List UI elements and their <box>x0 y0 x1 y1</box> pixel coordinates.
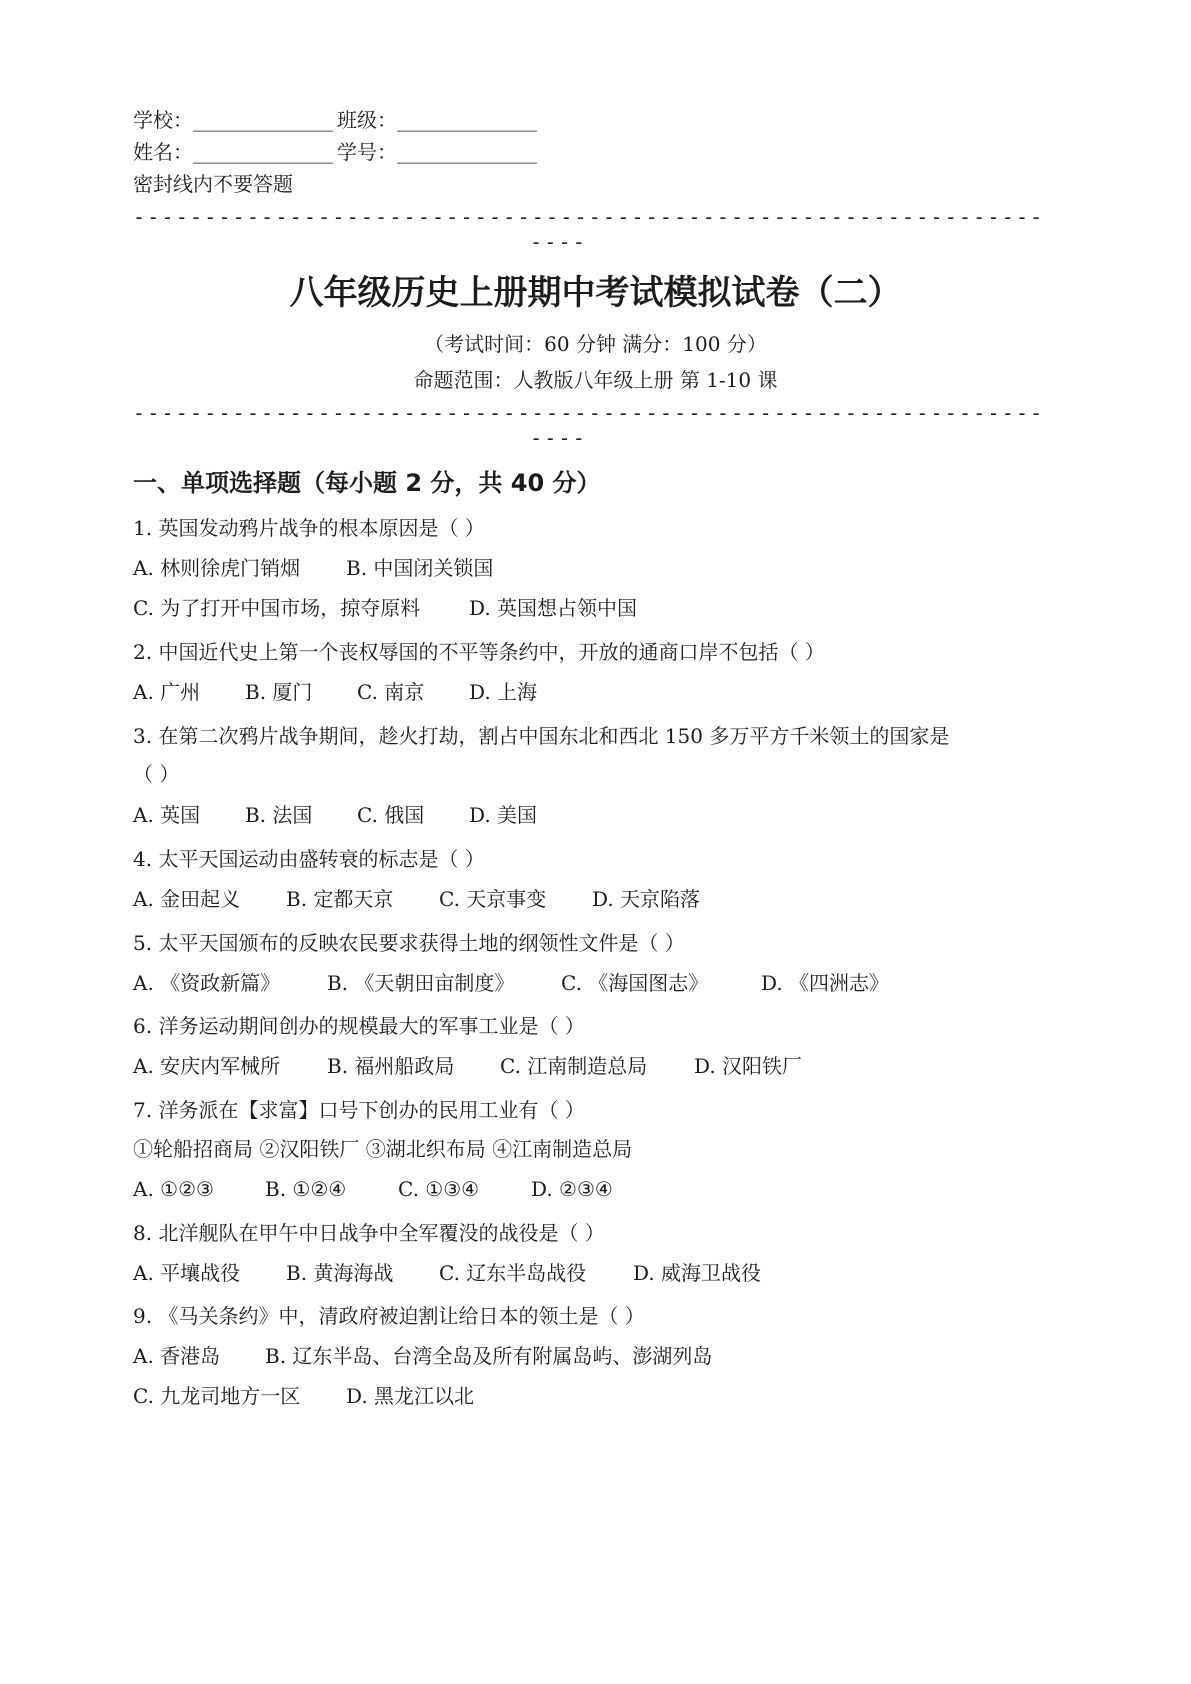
option-d: D. 威海卫战役 <box>633 1261 762 1285</box>
option-d: D. 天京陷落 <box>592 887 701 911</box>
option-b: B. ①②④ <box>265 1177 347 1201</box>
question-stem: 8. 北洋舰队在甲午中日战争中全军覆没的战役是（ ） <box>133 1221 605 1245</box>
school-blank: ______________ <box>193 108 333 132</box>
option-c: C. 《海国图志》 <box>561 971 709 995</box>
option-row <box>133 1342 712 1370</box>
school-label: 学校： <box>133 108 193 132</box>
option-b: B. 法国 <box>245 803 313 827</box>
option-c: C. 俄国 <box>357 803 425 827</box>
option-row <box>133 678 537 706</box>
option-d: D. 英国想占领中国 <box>469 596 638 620</box>
option-b: B. 黄海海战 <box>286 1261 394 1285</box>
question-stem-continued: （ ） <box>133 762 180 786</box>
option-c: C. ①③④ <box>398 1177 480 1201</box>
question-items: ①轮船招商局 ②汉阳铁厂 ③湖北织布局 ④江南制造总局 <box>133 1137 633 1161</box>
school-field <box>133 106 333 134</box>
option-d: D. 《四洲志》 <box>761 971 890 995</box>
number-field <box>337 138 537 166</box>
option-row <box>133 1259 761 1287</box>
seal-dash-tail: ---- <box>530 230 587 254</box>
title-dash-tail: ---- <box>530 426 587 450</box>
option-b: B. 《天朝田亩制度》 <box>327 971 515 995</box>
option-a: A. 安庆内军械所 <box>133 1054 281 1078</box>
class-label: 班级： <box>337 108 397 132</box>
option-b: B. 辽东半岛、台湾全岛及所有附属岛屿、澎湖列岛 <box>265 1344 713 1368</box>
option-a: A. 《资政新篇》 <box>133 971 281 995</box>
option-c: C. 天京事变 <box>439 887 547 911</box>
class-field <box>337 106 537 134</box>
option-c: C. 江南制造总局 <box>500 1054 648 1078</box>
option-row <box>133 554 493 582</box>
option-c: C. 九龙司地方一区 <box>133 1384 301 1408</box>
option-row <box>133 801 537 829</box>
question-stem: 1. 英国发动鸦片战争的根本原因是（ ） <box>133 516 485 540</box>
question-stem: 4. 太平天国运动由盛转衰的标志是（ ） <box>133 847 485 871</box>
seal-note: 密封线内不要答题 <box>133 172 293 196</box>
name-label: 姓名： <box>133 140 193 164</box>
question-stem: 2. 中国近代史上第一个丧权辱国的不平等条约中，开放的通商口岸不包括（ ） <box>133 640 825 664</box>
number-blank: ______________ <box>397 140 537 164</box>
option-c: C. 辽东半岛战役 <box>439 1261 587 1285</box>
name-blank: ______________ <box>193 140 333 164</box>
option-c: C. 南京 <box>357 680 425 704</box>
option-row <box>133 885 700 913</box>
option-d: D. 黑龙江以北 <box>346 1384 475 1408</box>
option-d: D. 汉阳铁厂 <box>694 1054 803 1078</box>
option-b: B. 定都天京 <box>286 887 394 911</box>
option-row <box>133 1052 802 1080</box>
option-a: A. 林则徐虎门销烟 <box>133 556 301 580</box>
option-a: A. ①②③ <box>133 1177 214 1201</box>
seal-dash-line: ---------------------------------------------------------------- <box>133 205 1045 229</box>
option-c: C. 为了打开中国市场，掠夺原料 <box>133 596 421 620</box>
option-a: A. 平壤战役 <box>133 1261 241 1285</box>
option-a: A. 香港岛 <box>133 1344 221 1368</box>
exam-title: 八年级历史上册期中考试模拟试卷（二） <box>289 273 902 313</box>
option-d: D. 美国 <box>469 803 538 827</box>
name-field <box>133 138 333 166</box>
question-stem: 3. 在第二次鸦片战争期间，趁火打劫，割占中国东北和西北 150 多万平方千米领土的国家是 <box>133 724 950 748</box>
option-a: A. 金田起义 <box>133 887 241 911</box>
section-heading: 一、单项选择题（每小题 2 分，共 40 分） <box>133 469 601 497</box>
question-stem: 9. 《马关条约》中，清政府被迫割让给日本的领土是（ ） <box>133 1304 645 1328</box>
question-stem: 7. 洋务派在【求富】口号下创办的民用工业有（ ） <box>133 1098 585 1122</box>
question-stem: 6. 洋务运动期间创办的规模最大的军事工业是（ ） <box>133 1014 585 1038</box>
option-row <box>133 1382 474 1410</box>
option-row <box>133 594 637 622</box>
option-row <box>133 1175 613 1203</box>
option-a: A. 英国 <box>133 803 201 827</box>
option-b: B. 中国闭关锁国 <box>346 556 494 580</box>
class-blank: ______________ <box>397 108 537 132</box>
option-a: A. 广州 <box>133 680 201 704</box>
question-stem: 5. 太平天国颁布的反映农民要求获得土地的纲领性文件是（ ） <box>133 931 685 955</box>
option-b: B. 厦门 <box>245 680 313 704</box>
option-b: B. 福州船政局 <box>327 1054 455 1078</box>
exam-info: （考试时间：60 分钟 满分：100 分） <box>424 332 767 356</box>
number-label: 学号： <box>337 140 397 164</box>
option-d: D. ②③④ <box>531 1177 613 1201</box>
option-d: D. 上海 <box>469 680 538 704</box>
exam-scope: 命题范围：人教版八年级上册 第 1-10 课 <box>413 368 778 392</box>
title-dash-line: ---------------------------------------------------------------- <box>133 401 1045 425</box>
option-row <box>133 969 889 997</box>
